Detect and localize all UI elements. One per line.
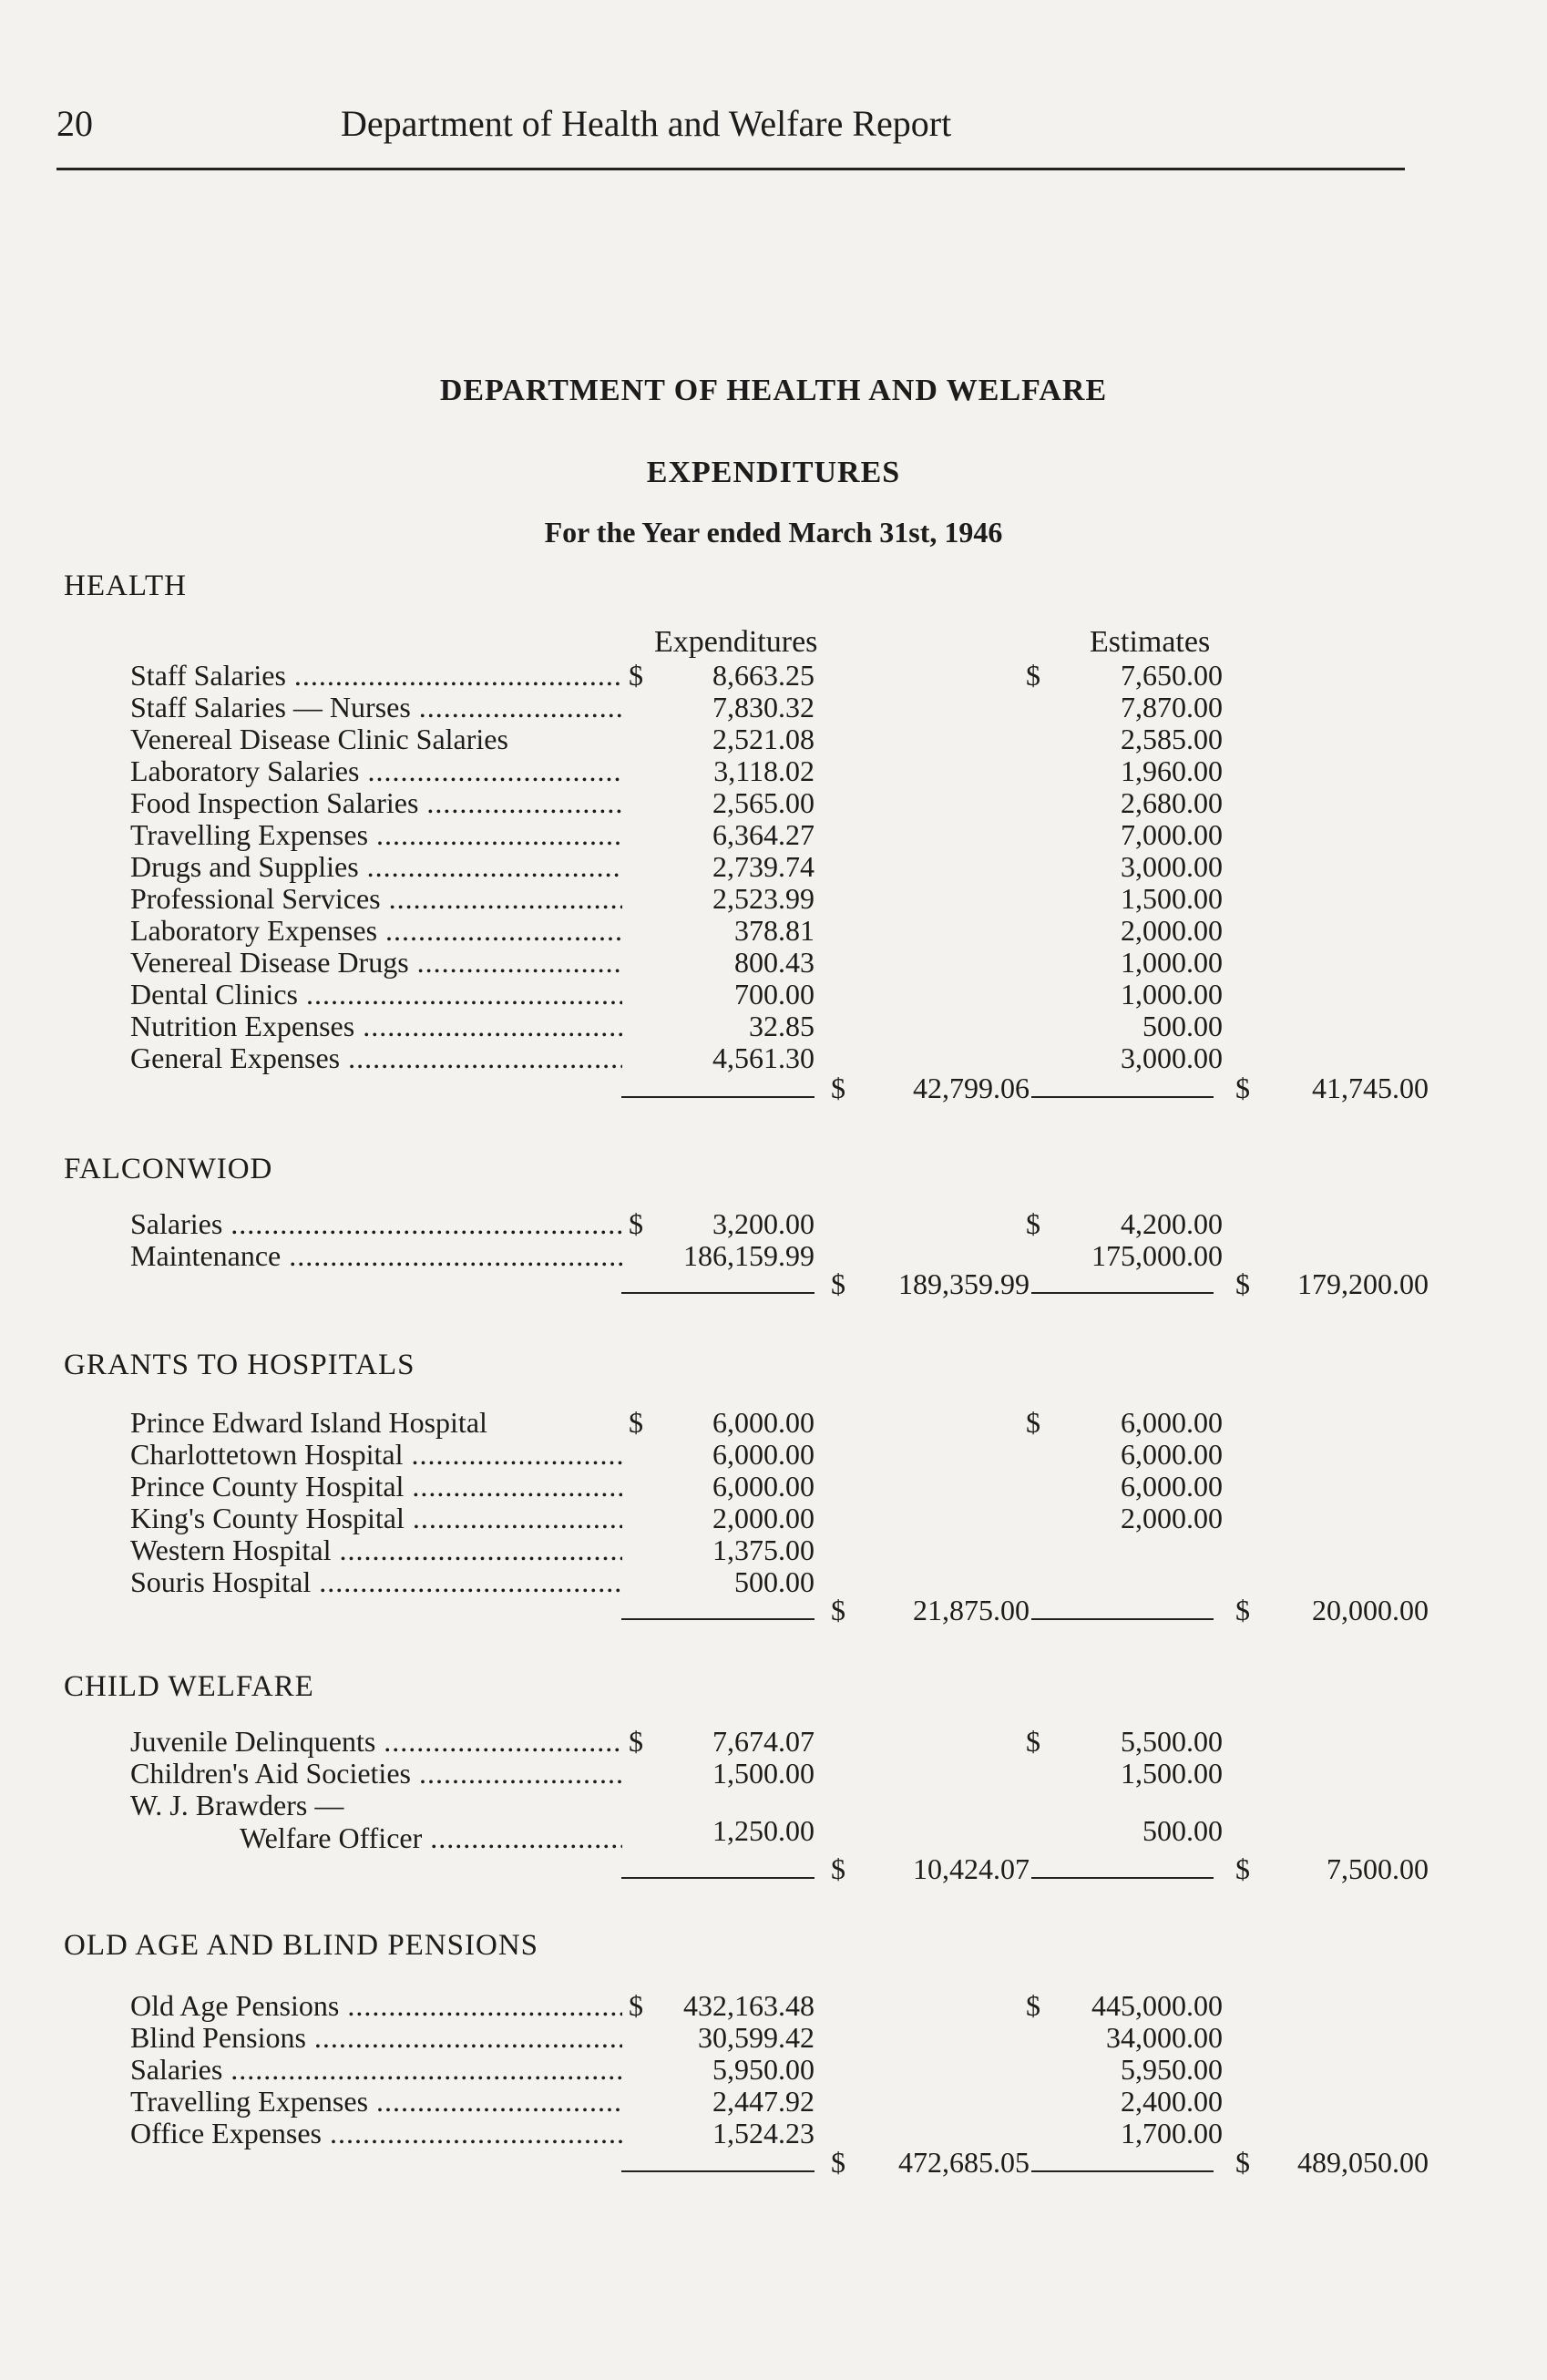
dollar-sign: $ (1235, 1267, 1250, 1300)
estimate-value: 1,500.00 (1121, 1757, 1223, 1790)
section-heading-health: HEALTH (64, 569, 187, 602)
table-row (0, 1406, 1547, 1438)
dollar-sign: $ (629, 1989, 643, 2022)
estimate-value: 1,500.00 (1121, 882, 1223, 915)
row-label: Professional Services ..... (130, 882, 622, 916)
expenditure-value: 6,000.00 (712, 1470, 814, 1503)
column-header-expenditures: Expenditures (654, 625, 818, 659)
report-period: For the Year ended March 31st, 1946 (544, 516, 1003, 549)
expenditure-value: 2,523.99 (712, 882, 814, 915)
column-header-estimates: Estimates (1090, 625, 1211, 659)
expenditure-value: 3,200.00 (712, 1207, 814, 1240)
expenditure-value: 4,561.30 (712, 1041, 814, 1074)
expenditure-value: 186,159.99 (683, 1239, 814, 1272)
section-heading-child-welfare: CHILD WELFARE (64, 1670, 314, 1703)
dollar-sign: $ (1235, 1072, 1250, 1104)
table-row (0, 818, 1547, 850)
expenditure-value: 378.81 (734, 914, 814, 947)
expenditure-value: 432,163.48 (683, 1989, 814, 2022)
estimate-value: 6,000.00 (1121, 1406, 1223, 1439)
table-row (0, 786, 1547, 818)
table-row (0, 1207, 1547, 1239)
row-label: Travelling Expenses ..... (130, 818, 622, 852)
row-label: Venereal Disease Clinic Salaries (130, 723, 508, 755)
dollar-sign: $ (629, 1406, 643, 1439)
table-row (0, 1565, 1547, 1597)
dollar-sign: $ (831, 2146, 845, 2179)
row-label: Venereal Disease Drugs ..... (130, 946, 622, 980)
estimate-value: 3,000.00 (1121, 1041, 1223, 1074)
row-label: Office Expenses ..... (130, 2117, 622, 2150)
expenditure-value: 1,375.00 (712, 1534, 814, 1566)
expenditure-value: 8,663.25 (712, 659, 814, 692)
total-estimate: 179,200.00 (1297, 1267, 1429, 1300)
row-label: General Expenses ..... (130, 1041, 622, 1075)
row-label: Laboratory Salaries ..... (130, 754, 622, 788)
estimate-value: 2,680.00 (1121, 786, 1223, 819)
row-label: Staff Salaries — Nurses ..... (130, 691, 622, 724)
report-title: DEPARTMENT OF HEALTH AND WELFARE (439, 374, 1108, 407)
expenditure-value: 3,118.02 (713, 754, 814, 787)
expenditure-value: 1,524.23 (712, 2117, 814, 2149)
expenditure-value: 7,674.07 (712, 1725, 814, 1758)
row-label: Western Hospital ..... (130, 1534, 622, 1567)
row-label: Prince Edward Island Hospital (130, 1406, 487, 1439)
dollar-sign: $ (1026, 1989, 1040, 2022)
dollar-sign: $ (1235, 1852, 1250, 1885)
total-estimate: 41,745.00 (1312, 1072, 1429, 1104)
row-label: Juvenile Delinquents ..... (130, 1725, 622, 1759)
dollar-sign: $ (1026, 1725, 1040, 1758)
total-expenditure: 10,424.07 (913, 1852, 1030, 1885)
total-estimate: 20,000.00 (1312, 1594, 1429, 1626)
dollar-sign: $ (629, 1725, 643, 1758)
estimate-value: 1,960.00 (1121, 754, 1223, 787)
estimate-value: 2,000.00 (1121, 1502, 1223, 1534)
row-label: Children's Aid Societies ..... (130, 1757, 622, 1790)
report-subtitle: EXPENDITURES (646, 456, 901, 489)
running-title: Department of Health and Welfare Report (341, 103, 952, 144)
total-expenditure: 189,359.99 (898, 1267, 1030, 1300)
table-row (0, 1010, 1547, 1041)
page-header (56, 102, 1405, 170)
estimate-value: 4,200.00 (1121, 1207, 1223, 1240)
row-label: Old Age Pensions ..... (130, 1989, 622, 2023)
page-number: 20 (56, 103, 93, 144)
table-row (0, 1470, 1547, 1502)
dollar-sign: $ (831, 1852, 845, 1885)
section-heading-falconwood: FALCONWIOD (64, 1153, 273, 1185)
table-row (0, 850, 1547, 882)
estimate-value: 3,000.00 (1121, 850, 1223, 883)
table-row (0, 754, 1547, 786)
total-expenditure: 42,799.06 (913, 1072, 1030, 1104)
estimate-value: 34,000.00 (1106, 2021, 1223, 2054)
total-estimate: 7,500.00 (1327, 1852, 1429, 1885)
estimate-value: 2,585.00 (1121, 723, 1223, 755)
estimate-value: 5,950.00 (1121, 2053, 1223, 2086)
row-label: Dental Clinics ..... (130, 978, 622, 1011)
table-row (0, 723, 1547, 754)
dollar-sign: $ (1026, 659, 1040, 692)
table-row (0, 659, 1547, 691)
estimate-value: 5,500.00 (1121, 1725, 1223, 1758)
table-row (0, 2117, 1547, 2149)
table-row (0, 1757, 1547, 1789)
estimate-value: 500.00 (1142, 1010, 1223, 1042)
row-label: Nutrition Expenses ..... (130, 1010, 622, 1043)
table-row (0, 882, 1547, 914)
estimate-value: 7,870.00 (1121, 691, 1223, 723)
row-label: Staff Salaries ..... (130, 659, 622, 692)
section-heading-grants: GRANTS TO HOSPITALS (64, 1349, 415, 1381)
dollar-sign: $ (629, 659, 643, 692)
estimate-value: 1,700.00 (1121, 2117, 1223, 2149)
section-total-row (0, 2146, 1547, 2178)
estimate-value: 445,000.00 (1091, 1989, 1223, 2022)
total-expenditure: 472,685.05 (898, 2146, 1030, 2179)
row-label: Drugs and Supplies ..... (130, 850, 622, 884)
table-row (0, 2085, 1547, 2117)
expenditure-value: 6,000.00 (712, 1438, 814, 1471)
row-label: Maintenance ..... (130, 1239, 622, 1273)
expenditure-value: 2,565.00 (712, 786, 814, 819)
expenditure-value: 500.00 (734, 1565, 814, 1598)
estimate-value: 1,000.00 (1121, 978, 1223, 1010)
table-row (0, 2053, 1547, 2085)
total-expenditure: 21,875.00 (913, 1594, 1030, 1626)
estimate-value: 175,000.00 (1091, 1239, 1223, 1272)
row-label: Welfare Officer ..... (130, 1821, 622, 1855)
row-label: Charlottetown Hospital ..... (130, 1438, 622, 1472)
expenditure-value: 6,000.00 (712, 1406, 814, 1439)
row-label: Travelling Expenses ..... (130, 2085, 622, 2118)
dollar-sign: $ (629, 1207, 643, 1240)
estimate-value: 6,000.00 (1121, 1470, 1223, 1503)
dollar-sign: $ (1026, 1406, 1040, 1439)
table-row (0, 691, 1547, 723)
table-row (0, 1438, 1547, 1470)
table-row (0, 1239, 1547, 1271)
row-label: Salaries ..... (130, 2053, 622, 2087)
expenditure-value: 32.85 (749, 1010, 814, 1042)
expenditure-value: 800.43 (734, 946, 814, 979)
row-label: Laboratory Expenses ..... (130, 914, 622, 948)
estimate-value: 7,650.00 (1121, 659, 1223, 692)
estimate-value: 500.00 (1142, 1814, 1223, 1847)
dollar-sign: $ (1235, 1594, 1250, 1626)
row-label: Blind Pensions ..... (130, 2021, 622, 2055)
row-label: Prince County Hospital ..... (130, 1470, 622, 1503)
table-row (0, 1534, 1547, 1565)
dollar-sign: $ (831, 1072, 845, 1104)
row-label: Salaries ..... (130, 1207, 622, 1241)
estimate-value: 7,000.00 (1121, 818, 1223, 851)
total-estimate: 489,050.00 (1297, 2146, 1429, 2179)
estimate-value: 2,000.00 (1121, 914, 1223, 947)
row-label: W. J. Brawders — (130, 1789, 344, 1821)
expenditure-value: 2,447.92 (712, 2085, 814, 2118)
row-label: King's County Hospital ..... (130, 1502, 622, 1535)
table-row (0, 978, 1547, 1010)
estimate-value: 6,000.00 (1121, 1438, 1223, 1471)
table-row (0, 2021, 1547, 2053)
table-row (0, 946, 1547, 978)
dollar-sign: $ (831, 1267, 845, 1300)
section-heading-pensions: OLD AGE AND BLIND PENSIONS (64, 1929, 539, 1962)
table-row (0, 1725, 1547, 1757)
table-row (0, 1502, 1547, 1534)
dollar-sign: $ (1235, 2146, 1250, 2179)
expenditure-value: 6,364.27 (712, 818, 814, 851)
expenditure-value: 2,739.74 (712, 850, 814, 883)
expenditure-value: 30,599.42 (698, 2021, 814, 2054)
expenditure-value: 1,500.00 (712, 1757, 814, 1790)
estimate-value: 1,000.00 (1121, 946, 1223, 979)
row-label: Souris Hospital ..... (130, 1565, 622, 1599)
dollar-sign: $ (1026, 1207, 1040, 1240)
row-label: Food Inspection Salaries ..... (130, 786, 622, 820)
expenditure-value: 700.00 (734, 978, 814, 1010)
section-total-row (0, 1594, 1547, 1626)
expenditure-value: 2,000.00 (712, 1502, 814, 1534)
table-row (0, 1814, 1547, 1854)
expenditure-value: 5,950.00 (712, 2053, 814, 2086)
expenditure-value: 7,830.32 (712, 691, 814, 723)
table-row (0, 1989, 1547, 2021)
table-row (0, 914, 1547, 946)
expenditure-value: 2,521.08 (712, 723, 814, 755)
table-row (0, 1041, 1547, 1073)
expenditure-value: 1,250.00 (712, 1814, 814, 1847)
estimate-value: 2,400.00 (1121, 2085, 1223, 2118)
section-total-row (0, 1852, 1547, 1884)
section-total-row (0, 1267, 1547, 1299)
dollar-sign: $ (831, 1594, 845, 1626)
section-total-row (0, 1072, 1547, 1103)
